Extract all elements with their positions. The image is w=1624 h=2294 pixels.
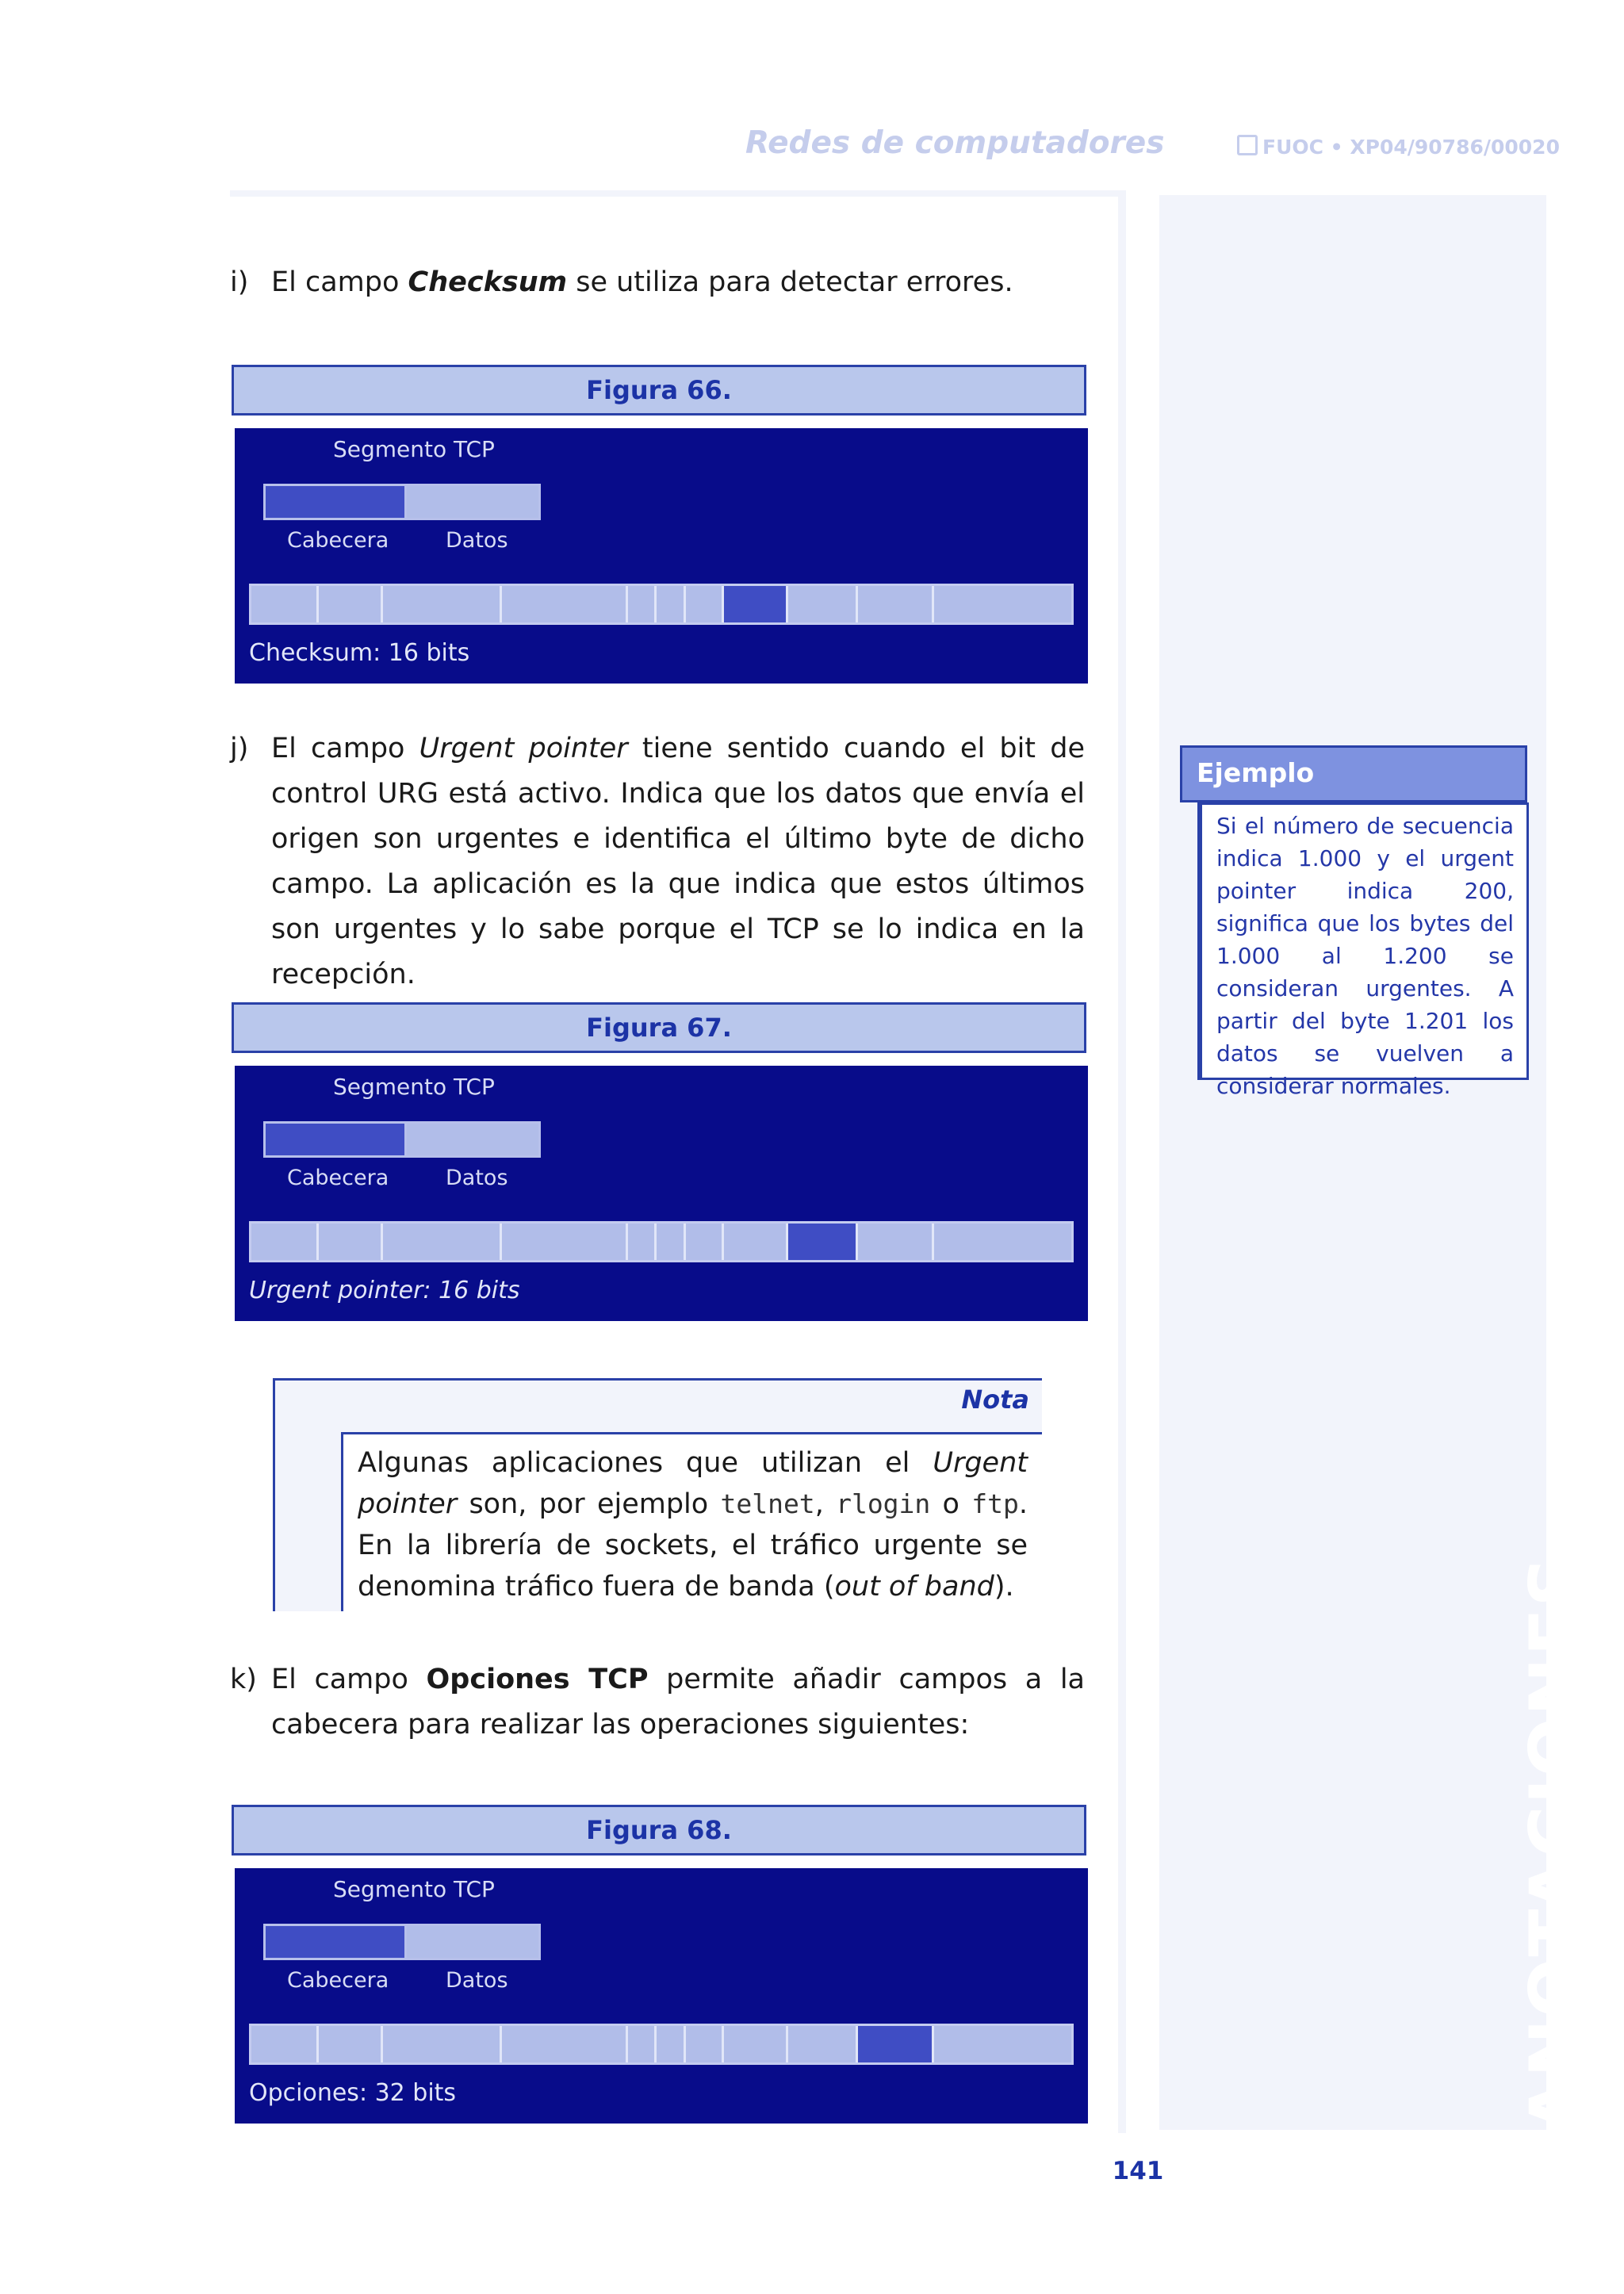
header-field-cell	[628, 586, 657, 622]
running-title: Redes de computadores	[745, 125, 1165, 161]
code-ftp: ftp	[971, 1488, 1019, 1519]
item-label: i)	[230, 266, 249, 298]
top-rule	[230, 190, 1126, 197]
column-rule	[1118, 190, 1126, 2133]
figure-67-diagram	[235, 1066, 1088, 1321]
header-field-cell	[724, 586, 788, 622]
header-field-cell	[788, 586, 858, 622]
nota-top-rule	[273, 1378, 1042, 1381]
header-field-cell	[251, 1224, 319, 1260]
annotations-margin	[1159, 195, 1546, 2130]
ejemplo-title: Ejemplo	[1180, 745, 1527, 802]
header-field-cell	[657, 1224, 686, 1260]
nota-body: Algunas aplicaciones que utilizan el Urgent pointer son, por ejemplo telnet, rlogin o ftp. En la librería de sockets, el tráfico urgente se denomina tráfico fuera de banda (out of band).	[341, 1432, 1042, 1611]
segment-label: Segmento TCP	[333, 1876, 495, 1902]
header-field-cell	[724, 1224, 788, 1260]
ejemplo-body: Si el número de secuencia indica 1.000 y el urgent pointer indica 200, significa que los bytes del 1.000 al 1.200 se consideran urgentes. A partir del byte 1.201 los datos se vuelven a considerar normales.	[1197, 802, 1529, 1080]
figure-68-diagram	[235, 1868, 1088, 2124]
header-field-cell	[858, 2026, 934, 2062]
header-field-cell	[251, 586, 319, 622]
item-k: k) El campo Opciones TCP permite añadir campos a la cabecera para realizar las operaciones siguientes:	[230, 1657, 1085, 1748]
term-checksum: Checksum	[408, 266, 568, 298]
header-field-cell	[319, 1224, 383, 1260]
header-label: Cabecera	[287, 1166, 389, 1190]
fuoc-logo-icon	[1237, 135, 1258, 155]
term-opciones-tcp: Opciones TCP	[426, 1664, 649, 1695]
header-field-cell	[686, 1224, 724, 1260]
item-j: j) El campo Urgent pointer tiene sentido cuando el bit de control URG está activo. Indica que los datos que envía el origen son urgentes e identifica el último byte de dicho campo. La aplicación es la que indica que estos últimos son urgentes y lo sabe porque el TCP se lo indica en la recepción.	[230, 726, 1085, 998]
figure-66-caption: Figura 66.	[232, 365, 1086, 416]
header-field-cell	[724, 2026, 788, 2062]
header-field-cell	[383, 586, 503, 622]
header-field-cell	[657, 586, 686, 622]
header-field-cell	[858, 586, 934, 622]
term-urgent-pointer: Urgent pointer	[419, 733, 628, 764]
data-label: Datos	[446, 1166, 508, 1190]
nota-title: Nota	[961, 1384, 1029, 1415]
code-telnet: telnet	[720, 1488, 815, 1519]
field-label: Opciones: 32 bits	[249, 2079, 457, 2107]
segment-label: Segmento TCP	[333, 1074, 495, 1100]
segment-mini-bar	[263, 1924, 541, 1960]
header-field-cell	[319, 2026, 383, 2062]
page-number: 141	[1112, 2157, 1164, 2185]
header-field-cell	[934, 1224, 1071, 1260]
header-field-cell	[934, 2026, 1071, 2062]
header-field-cell	[686, 2026, 724, 2062]
header-label: Cabecera	[287, 1968, 389, 1993]
data-label: Datos	[446, 1968, 508, 1993]
item-label: j)	[230, 733, 249, 764]
nota-left-rule	[273, 1378, 275, 1611]
header-field-cell	[502, 2026, 627, 2062]
header-field-cell	[934, 586, 1071, 622]
header-field-cell	[788, 1224, 858, 1260]
field-label: Urgent pointer: 16 bits	[249, 1277, 520, 1304]
figure-67-caption: Figura 67.	[232, 1002, 1086, 1053]
header-field-cell	[628, 2026, 657, 2062]
segment-mini-bar	[263, 484, 541, 520]
header-field-cell	[383, 2026, 503, 2062]
item-label: k)	[230, 1664, 257, 1695]
document-code: FUOC • XP04/90786/00020	[1237, 135, 1560, 159]
field-label: Checksum: 16 bits	[249, 639, 470, 667]
header-field-cell	[502, 1224, 627, 1260]
header-field-cell	[657, 2026, 686, 2062]
figure-68-caption: Figura 68.	[232, 1805, 1086, 1855]
data-label: Datos	[446, 528, 508, 553]
tcp-header-fields-bar	[249, 2024, 1074, 2065]
tcp-header-fields-bar	[249, 1221, 1074, 1262]
tcp-header-fields-bar	[249, 584, 1074, 625]
segment-label: Segmento TCP	[333, 436, 495, 462]
header-field-cell	[383, 1224, 503, 1260]
annotations-vertical-label: ANOTACIONES	[1515, 1554, 1596, 2133]
code-rlogin: rlogin	[836, 1488, 931, 1519]
figure-66-diagram	[235, 428, 1088, 684]
header-field-cell	[788, 2026, 858, 2062]
header-field-cell	[251, 2026, 319, 2062]
segment-mini-bar	[263, 1121, 541, 1158]
header-field-cell	[319, 586, 383, 622]
header-label: Cabecera	[287, 528, 389, 553]
header-field-cell	[628, 1224, 657, 1260]
header-field-cell	[858, 1224, 934, 1260]
header-field-cell	[502, 586, 627, 622]
header-field-cell	[686, 586, 724, 622]
item-i: i) El campo Checksum se utiliza para detectar errores.	[230, 260, 1085, 305]
